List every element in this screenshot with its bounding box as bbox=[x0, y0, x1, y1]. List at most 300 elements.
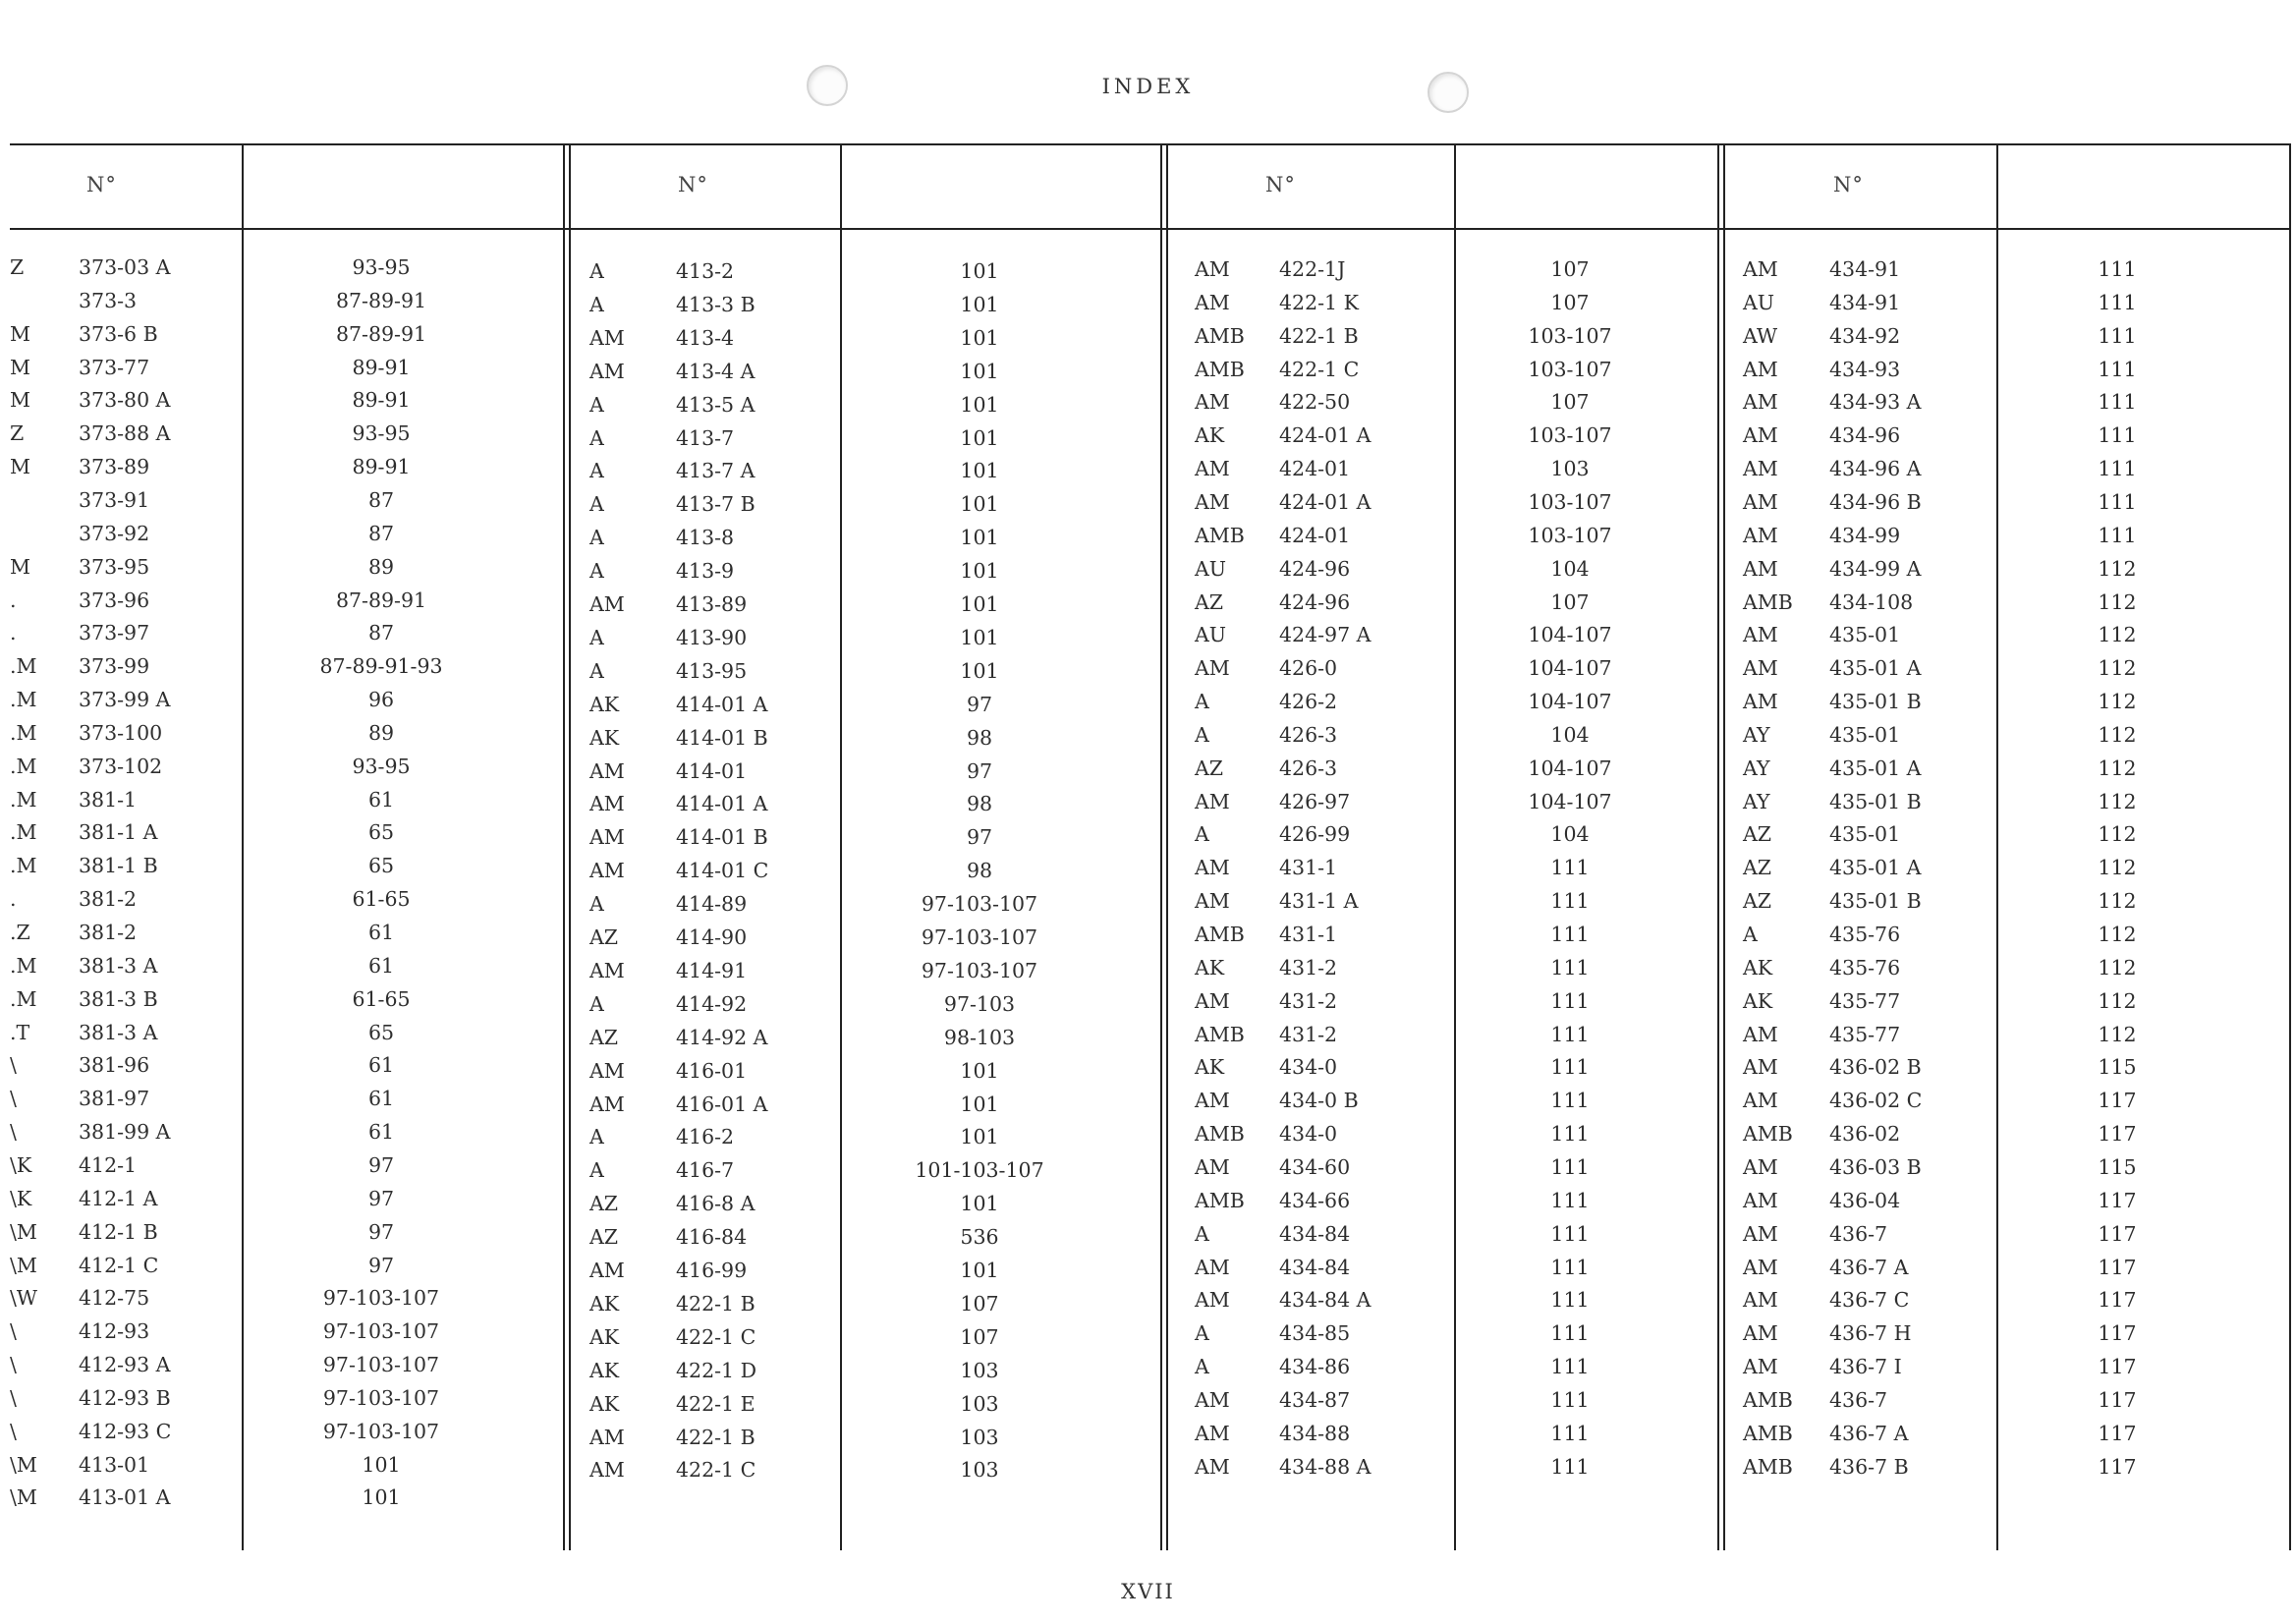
item-number: 412-75 bbox=[79, 1286, 150, 1311]
series-prefix: AMB bbox=[1743, 1454, 1793, 1479]
page-reference: 101 bbox=[960, 259, 999, 283]
series-prefix: AK bbox=[589, 1291, 620, 1316]
series-prefix: A bbox=[589, 1158, 604, 1183]
page-reference: 97-103-107 bbox=[322, 1319, 440, 1344]
series-prefix: A bbox=[589, 259, 604, 283]
page-reference: 61 bbox=[367, 953, 395, 978]
page-title: INDEX bbox=[1101, 75, 1195, 98]
series-prefix: AM bbox=[589, 592, 625, 616]
item-number: 435-77 bbox=[1829, 1022, 1901, 1046]
series-prefix: A bbox=[589, 892, 604, 917]
page-reference: 112 bbox=[2098, 589, 2137, 614]
item-number: 436-7 B bbox=[1829, 1454, 1909, 1479]
series-prefix: Z bbox=[10, 255, 25, 279]
series-prefix: AM bbox=[589, 792, 625, 816]
series-prefix: AMB bbox=[1743, 589, 1793, 614]
item-number: 422-1 E bbox=[676, 1391, 756, 1416]
page-reference: 117 bbox=[2098, 1188, 2137, 1212]
col2-divider bbox=[840, 143, 842, 1550]
page-reference: 111 bbox=[2098, 390, 2137, 415]
page-reference: 112 bbox=[2098, 556, 2137, 581]
series-prefix: AK bbox=[1743, 955, 1773, 980]
item-number: 426-3 bbox=[1279, 722, 1338, 747]
series-prefix: AM bbox=[1195, 1421, 1230, 1445]
item-number: 373-80 A bbox=[79, 388, 171, 413]
item-number: 416-01 bbox=[676, 1058, 748, 1083]
series-prefix: A bbox=[589, 392, 604, 417]
series-prefix: \M bbox=[10, 1253, 37, 1277]
page-reference: 107 bbox=[1550, 257, 1590, 281]
page-reference: 104-107 bbox=[1528, 690, 1612, 714]
item-number: 416-84 bbox=[676, 1225, 748, 1250]
item-number: 434-66 bbox=[1279, 1188, 1351, 1212]
item-number: 436-7 H bbox=[1829, 1321, 1912, 1346]
series-prefix: A bbox=[1195, 1355, 1209, 1379]
item-number: 434-99 A bbox=[1829, 556, 1922, 581]
series-prefix: A bbox=[589, 658, 604, 683]
page-reference: 117 bbox=[2098, 1454, 2137, 1479]
series-prefix: .M bbox=[10, 654, 37, 679]
series-prefix: \K bbox=[10, 1152, 32, 1177]
page-reference: 112 bbox=[2098, 889, 2137, 914]
series-prefix: M bbox=[10, 455, 30, 479]
item-number: 416-7 bbox=[676, 1158, 735, 1183]
series-prefix: AZ bbox=[1195, 589, 1224, 614]
page-reference: 536 bbox=[960, 1225, 999, 1250]
item-number: 373-92 bbox=[79, 521, 150, 545]
series-prefix: AM bbox=[1743, 656, 1778, 681]
page-reference: 111 bbox=[1550, 1421, 1590, 1445]
series-prefix: AM bbox=[1195, 789, 1230, 813]
col34-separator-a bbox=[1717, 143, 1719, 1550]
item-number: 381-3 A bbox=[79, 953, 158, 978]
item-number: 381-3 A bbox=[79, 1020, 158, 1044]
page-reference: 101 bbox=[960, 1259, 999, 1282]
item-number: 434-96 bbox=[1829, 423, 1901, 448]
series-prefix: AM bbox=[1743, 523, 1778, 547]
page-reference: 101 bbox=[960, 392, 999, 417]
series-prefix: AK bbox=[589, 692, 620, 716]
item-number: 434-88 A bbox=[1279, 1454, 1372, 1479]
series-prefix: AM bbox=[1195, 1288, 1230, 1313]
item-number: 435-01 bbox=[1829, 822, 1901, 847]
page-reference: 65 bbox=[367, 1020, 395, 1044]
page-reference: 111 bbox=[2098, 457, 2137, 481]
series-prefix: AK bbox=[589, 1391, 620, 1416]
item-number: 412-93 C bbox=[79, 1419, 172, 1443]
item-number: 422-1 D bbox=[676, 1358, 757, 1382]
page-reference: 103 bbox=[1550, 457, 1590, 481]
item-number: 416-99 bbox=[676, 1259, 748, 1282]
item-number: 373-99 bbox=[79, 654, 150, 679]
page-reference: 103-107 bbox=[1528, 489, 1612, 514]
series-prefix: M bbox=[10, 388, 30, 413]
page-reference: 112 bbox=[2098, 856, 2137, 880]
page-reference: 115 bbox=[2098, 1055, 2137, 1080]
series-prefix: AM bbox=[589, 325, 625, 350]
item-number: 434-99 bbox=[1829, 523, 1901, 547]
item-number: 424-01 bbox=[1279, 457, 1351, 481]
series-prefix: AMB bbox=[1743, 1421, 1793, 1445]
page-reference: 61 bbox=[367, 1120, 395, 1145]
page-reference: 97 bbox=[966, 758, 993, 783]
series-prefix: AMB bbox=[1743, 1387, 1793, 1412]
page-reference: 103-107 bbox=[1528, 357, 1612, 381]
series-prefix: AZ bbox=[1743, 889, 1772, 914]
series-prefix: AM bbox=[1743, 457, 1778, 481]
page-reference: 103-107 bbox=[1528, 323, 1612, 348]
page-reference: 103 bbox=[960, 1391, 999, 1416]
item-number: 434-93 A bbox=[1829, 390, 1922, 415]
page-reference: 98-103 bbox=[943, 1025, 1016, 1049]
page-reference: 111 bbox=[1550, 1454, 1590, 1479]
series-prefix: \K bbox=[10, 1186, 32, 1210]
page-reference: 111 bbox=[2098, 489, 2137, 514]
series-prefix: AM bbox=[589, 958, 625, 982]
series-prefix: AZ bbox=[589, 925, 619, 949]
page-reference: 111 bbox=[1550, 955, 1590, 980]
series-prefix: AW bbox=[1743, 323, 1778, 348]
page-reference: 96 bbox=[367, 688, 395, 712]
page-reference: 117 bbox=[2098, 1122, 2137, 1147]
item-number: 413-3 B bbox=[676, 292, 756, 316]
series-prefix: AM bbox=[1743, 489, 1778, 514]
series-prefix: . bbox=[10, 887, 17, 912]
page-reference: 117 bbox=[2098, 1255, 2137, 1279]
series-prefix: AM bbox=[589, 1458, 625, 1483]
page-reference: 87 bbox=[367, 521, 395, 545]
series-prefix: AU bbox=[1195, 556, 1227, 581]
item-number: 436-03 B bbox=[1829, 1154, 1922, 1179]
series-prefix: .M bbox=[10, 820, 37, 845]
page-reference: 101 bbox=[960, 1058, 999, 1083]
page-reference: 97-103-107 bbox=[921, 958, 1038, 982]
page-reference: 61 bbox=[367, 1053, 395, 1078]
page-reference: 98 bbox=[966, 725, 993, 750]
series-prefix: AMB bbox=[1743, 1122, 1793, 1147]
series-prefix: AY bbox=[1743, 756, 1770, 780]
item-number: 413-4 bbox=[676, 325, 735, 350]
page-reference: 97 bbox=[367, 1219, 395, 1244]
page-reference: 89-91 bbox=[352, 455, 411, 479]
series-prefix: AM bbox=[1743, 690, 1778, 714]
item-number: 434-85 bbox=[1279, 1321, 1351, 1346]
page-reference: 111 bbox=[1550, 1255, 1590, 1279]
series-prefix: \ bbox=[10, 1353, 17, 1377]
item-number: 436-02 B bbox=[1829, 1055, 1922, 1080]
series-prefix: A bbox=[1195, 1221, 1209, 1246]
series-prefix: M bbox=[10, 321, 30, 346]
series-prefix: AZ bbox=[589, 1192, 619, 1216]
col12-separator-a bbox=[563, 143, 565, 1550]
page-reference: 101 bbox=[960, 1092, 999, 1116]
item-number: 434-96 A bbox=[1829, 457, 1922, 481]
page-reference: 107 bbox=[960, 1291, 999, 1316]
item-number: 435-01 bbox=[1829, 722, 1901, 747]
series-prefix: M bbox=[10, 355, 30, 379]
page-reference: 103 bbox=[960, 1425, 999, 1449]
series-prefix: AM bbox=[1195, 1089, 1230, 1113]
page-reference: 104 bbox=[1550, 822, 1590, 847]
item-number: 426-0 bbox=[1279, 656, 1338, 681]
page-reference: 101 bbox=[362, 1485, 401, 1510]
series-prefix: AZ bbox=[1743, 822, 1772, 847]
page-reference: 93-95 bbox=[352, 421, 411, 446]
page-reference: 101 bbox=[960, 1125, 999, 1149]
series-prefix: AM bbox=[1743, 390, 1778, 415]
series-prefix: AMB bbox=[1195, 523, 1245, 547]
series-prefix: AK bbox=[589, 1358, 620, 1382]
series-prefix: AM bbox=[1195, 856, 1230, 880]
page-reference: 104-107 bbox=[1528, 756, 1612, 780]
page-reference: 111 bbox=[2098, 290, 2137, 314]
item-number: 412-1 B bbox=[79, 1219, 158, 1244]
series-prefix: AM bbox=[1195, 457, 1230, 481]
series-prefix: A bbox=[589, 625, 604, 649]
col4-divider bbox=[1996, 143, 1998, 1550]
col3-divider bbox=[1454, 143, 1456, 1550]
item-number: 434-86 bbox=[1279, 1355, 1351, 1379]
item-number: 413-2 bbox=[676, 259, 735, 283]
series-prefix: A bbox=[1195, 690, 1209, 714]
series-prefix: AMB bbox=[1195, 1122, 1245, 1147]
item-number: 436-7 bbox=[1829, 1221, 1888, 1246]
page-reference: 61 bbox=[367, 921, 395, 944]
series-prefix: AM bbox=[1743, 623, 1778, 647]
page-reference: 97-103-107 bbox=[322, 1353, 440, 1377]
page-reference: 104-107 bbox=[1528, 623, 1612, 647]
series-prefix: A bbox=[589, 991, 604, 1016]
item-number: 381-2 bbox=[79, 887, 138, 912]
page-reference: 97-103-107 bbox=[921, 892, 1038, 917]
page-reference: 101 bbox=[960, 292, 999, 316]
series-prefix: AK bbox=[589, 1324, 620, 1349]
page-reference: 111 bbox=[1550, 1122, 1590, 1147]
col23-separator-b bbox=[1166, 143, 1168, 1550]
page-reference: 112 bbox=[2098, 822, 2137, 847]
page-reference: 117 bbox=[2098, 1221, 2137, 1246]
column-header-no-4: N° bbox=[1833, 173, 1864, 196]
item-number: 435-01 A bbox=[1829, 756, 1922, 780]
series-prefix: AK bbox=[1743, 988, 1773, 1013]
column-header-no-2: N° bbox=[678, 173, 708, 196]
item-number: 381-99 A bbox=[79, 1120, 171, 1145]
item-number: 373-89 bbox=[79, 455, 150, 479]
col23-separator-a bbox=[1160, 143, 1162, 1550]
item-number: 434-91 bbox=[1829, 290, 1901, 314]
series-prefix: AM bbox=[1195, 1255, 1230, 1279]
series-prefix: AM bbox=[1743, 1288, 1778, 1313]
item-number: 414-01 bbox=[676, 758, 748, 783]
page-reference: 65 bbox=[367, 820, 395, 845]
series-prefix: AM bbox=[1743, 1255, 1778, 1279]
page-reference: 103 bbox=[960, 1458, 999, 1483]
page-reference: 111 bbox=[1550, 923, 1590, 946]
item-number: 436-7 bbox=[1829, 1387, 1888, 1412]
item-number: 422-1 C bbox=[1279, 357, 1360, 381]
item-number: 435-01 bbox=[1829, 623, 1901, 647]
item-number: 373-100 bbox=[79, 720, 163, 745]
series-prefix: AM bbox=[1743, 423, 1778, 448]
item-number: 422-1 C bbox=[676, 1458, 756, 1483]
page-reference: 111 bbox=[1550, 1089, 1590, 1113]
item-number: 381-1 bbox=[79, 787, 138, 812]
page-reference: 117 bbox=[2098, 1089, 2137, 1113]
series-prefix: AM bbox=[1195, 889, 1230, 914]
page-reference: 107 bbox=[1550, 390, 1590, 415]
page-reference: 101 bbox=[362, 1452, 401, 1477]
item-number: 412-1 C bbox=[79, 1253, 159, 1277]
item-number: 422-50 bbox=[1279, 390, 1351, 415]
page-reference: 87-89-91 bbox=[335, 288, 427, 312]
series-prefix: \M bbox=[10, 1219, 37, 1244]
item-number: 431-2 bbox=[1279, 988, 1338, 1013]
series-prefix: AM bbox=[1195, 290, 1230, 314]
item-number: 435-76 bbox=[1829, 955, 1901, 980]
page-reference: 112 bbox=[2098, 923, 2137, 946]
item-number: 373-77 bbox=[79, 355, 150, 379]
item-number: 434-96 B bbox=[1829, 489, 1922, 514]
item-number: 412-1 A bbox=[79, 1186, 158, 1210]
item-number: 381-97 bbox=[79, 1087, 150, 1111]
page-reference: 112 bbox=[2098, 1022, 2137, 1046]
series-prefix: AMB bbox=[1195, 1022, 1245, 1046]
item-number: 431-2 bbox=[1279, 1022, 1338, 1046]
series-prefix: AM bbox=[1195, 656, 1230, 681]
item-number: 434-91 bbox=[1829, 257, 1901, 281]
item-number: 416-01 A bbox=[676, 1092, 768, 1116]
item-number: 414-01 B bbox=[676, 825, 768, 850]
series-prefix: AM bbox=[589, 1259, 625, 1282]
page-reference: 101 bbox=[960, 492, 999, 517]
series-prefix: .M bbox=[10, 688, 37, 712]
series-prefix: AM bbox=[1743, 556, 1778, 581]
item-number: 424-97 A bbox=[1279, 623, 1372, 647]
page-reference: 87-89-91-93 bbox=[319, 654, 443, 679]
page-reference: 93-95 bbox=[352, 754, 411, 778]
page-reference: 112 bbox=[2098, 789, 2137, 813]
table-header-rule bbox=[10, 228, 2291, 230]
series-prefix: .M bbox=[10, 787, 37, 812]
item-number: 431-1 bbox=[1279, 856, 1338, 880]
page-reference: 87 bbox=[367, 621, 395, 645]
series-prefix: A bbox=[589, 292, 604, 316]
page-reference: 103 bbox=[960, 1358, 999, 1382]
item-number: 413-7 A bbox=[676, 459, 756, 483]
series-prefix: \ bbox=[10, 1319, 17, 1344]
series-prefix: .M bbox=[10, 720, 37, 745]
page-number: XVII bbox=[1121, 1580, 1175, 1603]
series-prefix: A bbox=[1195, 1321, 1209, 1346]
series-prefix: .T bbox=[10, 1020, 30, 1044]
item-number: 435-01 A bbox=[1829, 656, 1922, 681]
series-prefix: A bbox=[589, 492, 604, 517]
item-number: 434-84 bbox=[1279, 1255, 1351, 1279]
table-right-edge bbox=[2289, 143, 2291, 1550]
item-number: 373-96 bbox=[79, 588, 150, 612]
series-prefix: A bbox=[1195, 722, 1209, 747]
page-reference: 111 bbox=[1550, 988, 1590, 1013]
page-reference: 104-107 bbox=[1528, 789, 1612, 813]
item-number: 435-01 A bbox=[1829, 856, 1922, 880]
series-prefix: A bbox=[1743, 923, 1758, 946]
item-number: 434-0 bbox=[1279, 1055, 1338, 1080]
series-prefix: .M bbox=[10, 854, 37, 878]
page-reference: 111 bbox=[2098, 357, 2137, 381]
series-prefix: \ bbox=[10, 1053, 17, 1078]
item-number: 431-2 bbox=[1279, 955, 1338, 980]
series-prefix: AM bbox=[1195, 1454, 1230, 1479]
page-reference: 97-103 bbox=[943, 991, 1016, 1016]
col1-divider bbox=[242, 143, 244, 1550]
item-number: 381-2 bbox=[79, 921, 138, 944]
series-prefix: AM bbox=[589, 758, 625, 783]
item-number: 416-2 bbox=[676, 1125, 735, 1149]
item-number: 434-92 bbox=[1829, 323, 1901, 348]
page-reference: 87-89-91 bbox=[335, 588, 427, 612]
item-number: 373-91 bbox=[79, 487, 150, 512]
series-prefix: AM bbox=[1743, 1154, 1778, 1179]
page-reference: 117 bbox=[2098, 1387, 2137, 1412]
item-number: 424-96 bbox=[1279, 589, 1351, 614]
page-reference: 97 bbox=[367, 1186, 395, 1210]
item-number: 381-3 B bbox=[79, 986, 158, 1011]
item-number: 414-91 bbox=[676, 958, 748, 982]
series-prefix: A bbox=[589, 526, 604, 550]
item-number: 412-93 bbox=[79, 1319, 150, 1344]
page-reference: 107 bbox=[960, 1324, 999, 1349]
page-reference: 117 bbox=[2098, 1355, 2137, 1379]
series-prefix: AMB bbox=[1195, 1188, 1245, 1212]
page-reference: 111 bbox=[1550, 1321, 1590, 1346]
page-reference: 107 bbox=[1550, 290, 1590, 314]
series-prefix: AZ bbox=[1195, 756, 1224, 780]
page-reference: 101 bbox=[960, 459, 999, 483]
series-prefix: AM bbox=[1743, 1321, 1778, 1346]
item-number: 412-93 B bbox=[79, 1385, 171, 1410]
item-number: 426-3 bbox=[1279, 756, 1338, 780]
item-number: 381-1 B bbox=[79, 854, 158, 878]
page-reference: 103-107 bbox=[1528, 523, 1612, 547]
series-prefix: AM bbox=[1743, 257, 1778, 281]
page-reference: 98 bbox=[966, 792, 993, 816]
series-prefix: AM bbox=[1743, 1022, 1778, 1046]
item-number: 436-7 A bbox=[1829, 1255, 1909, 1279]
page-reference: 101 bbox=[960, 1192, 999, 1216]
item-number: 435-01 B bbox=[1829, 889, 1922, 914]
page-reference: 97-103-107 bbox=[322, 1385, 440, 1410]
page-reference: 111 bbox=[1550, 1221, 1590, 1246]
series-prefix: AM bbox=[1195, 1154, 1230, 1179]
item-number: 414-92 bbox=[676, 991, 748, 1016]
item-number: 436-02 C bbox=[1829, 1089, 1923, 1113]
page-reference: 89 bbox=[367, 554, 395, 579]
page-reference: 111 bbox=[1550, 1188, 1590, 1212]
page-reference: 101-103-107 bbox=[915, 1158, 1044, 1183]
series-prefix: AMB bbox=[1195, 357, 1245, 381]
series-prefix: AM bbox=[1743, 1089, 1778, 1113]
item-number: 422-1 B bbox=[1279, 323, 1359, 348]
page-reference: 89 bbox=[367, 720, 395, 745]
item-number: 422-1 B bbox=[676, 1291, 756, 1316]
item-number: 414-01 B bbox=[676, 725, 768, 750]
page-reference: 65 bbox=[367, 854, 395, 878]
series-prefix: AM bbox=[589, 1092, 625, 1116]
page-reference: 111 bbox=[2098, 323, 2137, 348]
page-reference: 101 bbox=[960, 592, 999, 616]
series-prefix: AM bbox=[589, 1058, 625, 1083]
item-number: 434-93 bbox=[1829, 357, 1901, 381]
